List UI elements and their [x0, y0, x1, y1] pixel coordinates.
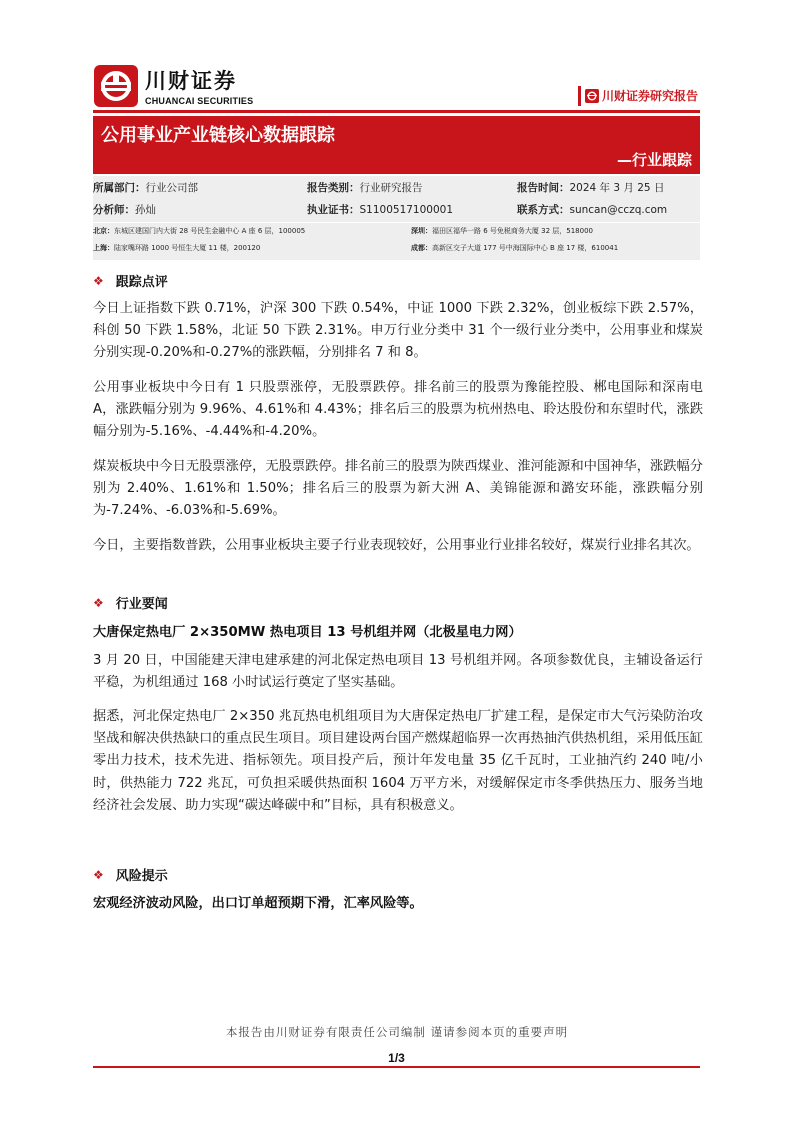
info-dept-label: 所属部门：: [93, 182, 146, 194]
diamond-bullet-icon: ❖: [93, 867, 104, 882]
addr-shanghai-value: 陆家嘴环路 1000 号恒生大厦 11 楼，200120: [114, 244, 261, 252]
addr-shenzhen-label: 深圳：: [411, 227, 432, 235]
chuancai-mini-logo-icon: [585, 89, 599, 103]
brand-name-en: CHUANCAI SECURITIES: [145, 96, 254, 106]
page-number: 1/3: [388, 1051, 405, 1065]
page-number-wrapper: [93, 1047, 700, 1066]
info-contact-value[interactable]: suncan@cczq.com: [569, 204, 668, 216]
info-type-value: 行业研究报告: [359, 182, 423, 194]
info-time-value: 2024 年 3 月 25 日: [569, 182, 665, 194]
brand-name-cn: 川财证券: [145, 69, 237, 93]
review-paragraph-1: 今日上证指数下跌 0.71%，沪深 300 下跌 0.54%，中证 1000 下跌 2.32%，创业板综下跌 2.57%，科创 50 下跌 1.58%，北证 50 下跌 2.31%。申万行业分类中 31 个一级行业分类中，公用事业和煤炭分别实现-0.20%和-0.27%的涨跌幅，分别排名 7 和 8。: [93, 301, 703, 361]
review-paragraph-3: 煤炭板块中今日无股票涨停，无股票跌停。排名前三的股票为陕西煤业、淮河能源和中国神华，涨跌幅分别为 2.40%、1.61%和 1.50%；排名后三的股票为新大洲 A、美锦能源和潞安环能，涨跌幅分别为-7.24%、-6.03%和-5.69%。: [93, 459, 703, 519]
info-analyst-value: 孙灿: [135, 204, 156, 216]
section-risk-title: 风险提示: [115, 869, 168, 884]
chuancai-logo-icon: [93, 64, 139, 108]
addr-shenzhen-value: 福田区福华一路 6 号免税商务大厦 32 层，518000: [432, 227, 593, 235]
review-paragraph-2: 公用事业板块中今日有 1 只股票涨停，无股票跌停。排名前三的股票为豫能控股、郴电国际和深南电 A，涨跌幅分别为 9.96%、4.61%和 4.43%；排名后三的股票为杭州热电、聆达股份和东望时代，涨跌幅分别为-5.16%、-4.44%和-4.20%。: [93, 380, 703, 440]
addr-chengdu-label: 成都：: [411, 244, 432, 252]
section-review-title: 跟踪点评: [115, 275, 168, 290]
info-cert-value: S1100517100001: [359, 204, 454, 216]
report-subtitle: —行业跟踪: [616, 151, 692, 169]
addr-chengdu: [411, 243, 618, 253]
report-brand-text: 川财证券研究报告: [601, 89, 698, 103]
addr-beijing-value: 东城区建国门内大街 28 号民生金融中心 A 座 6 层，100005: [114, 227, 306, 235]
footer-rule: [93, 1066, 700, 1068]
footer-disclaimer: 本报告由川财证券有限责任公司编制 谨请参阅本页的重要声明: [225, 1025, 569, 1039]
info-dept: [93, 180, 198, 195]
info-dept-value: 行业公司部: [145, 182, 198, 194]
info-type: [307, 180, 423, 195]
diamond-bullet-icon: ❖: [93, 273, 104, 288]
info-cert-label: 执业证书：: [307, 204, 360, 216]
info-time: [517, 180, 664, 195]
header-rule: [93, 110, 700, 113]
info-contact: [517, 202, 667, 217]
addr-shenzhen: [411, 226, 593, 236]
info-analyst-label: 分析师：: [93, 204, 135, 216]
addr-shanghai-label: 上海：: [93, 244, 114, 252]
report-brand-label: [578, 86, 700, 106]
info-type-label: 报告类别：: [307, 182, 360, 194]
title-banner: [93, 116, 700, 174]
risk-text: 宏观经济波动风险，出口订单超预期下滑，汇率风险等。: [93, 896, 423, 911]
info-cert: [307, 202, 453, 217]
section-news-heading: [93, 593, 168, 612]
info-contact-label: 联系方式：: [517, 204, 570, 216]
info-time-label: 报告时间：: [517, 182, 570, 194]
info-analyst: [93, 202, 156, 217]
section-risk-heading: [93, 865, 168, 884]
addr-chengdu-value: 高新区交子大道 177 号中海国际中心 B 座 17 楼，610041: [432, 244, 619, 252]
report-title: 公用事业产业链核心数据跟踪: [101, 125, 335, 146]
news-paragraph-1: 3 月 20 日，中国能建天津电建承建的河北保定热电项目 13 号机组并网。各项参数优良，主辅设备运行平稳，为机组通过 168 小时试运行奠定了坚实基础。: [93, 653, 703, 691]
addr-beijing-label: 北京：: [93, 227, 114, 235]
section-news-title: 行业要闻: [115, 597, 168, 612]
section-review-heading: [93, 271, 168, 290]
report-info-block: [93, 176, 700, 260]
report-header: [93, 62, 700, 112]
addr-shanghai: [93, 243, 260, 253]
info-divider: [93, 222, 700, 223]
news-headline: 大唐保定热电厂 2×350MW 热电项目 13 号机组并网（北极星电力网）: [93, 625, 522, 640]
review-paragraph-4: 今日，主要指数普跌，公用事业板块主要子行业表现较好，公用事业行业排名较好，煤炭行业排名其次。: [93, 538, 700, 553]
news-paragraph-2: 据悉，河北保定热电厂 2×350 兆瓦热电机组项目为大唐保定热电厂扩建工程，是保定市大气污染防治攻坚战和解决供热缺口的重点民生项目。项目建设两台国产燃煤超临界一次再热抽汽供热机组，采用低压缸零出力技术，技术先进、指标领先。项目投产后，预计年发电量 35 亿千瓦时，工业抽汽约 240 吨/小时，供热能力 722 兆瓦，可负担采暖供热面积 1604 万平方米，对缓解保定市冬季供热压力、服务当地经济社会发展、助力实现“碳达峰碳中和”目标，具有积极意义。: [93, 709, 703, 813]
addr-beijing: [93, 226, 305, 236]
diamond-bullet-icon: ❖: [93, 595, 104, 610]
